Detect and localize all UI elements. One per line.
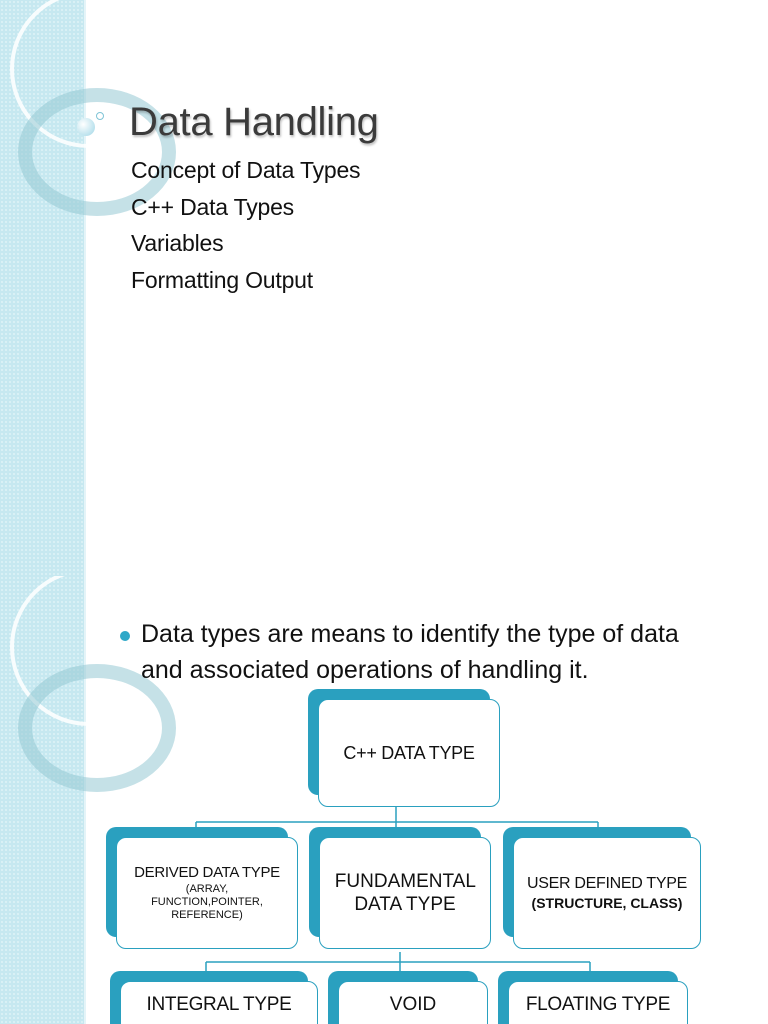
topic-item: Formatting Output <box>131 266 313 293</box>
node-sublabel: (STRUCTURE, CLASS) <box>531 895 683 911</box>
topic-item: C++ Data Types <box>131 193 294 220</box>
node-label: DERIVED DATA TYPE <box>134 864 280 881</box>
decorative-dot-small <box>96 112 104 120</box>
node-label: FLOATING TYPE <box>525 994 671 1015</box>
slide-2 <box>0 576 768 1024</box>
node-label: C++ DATA TYPE <box>343 742 475 763</box>
slide-title: Data Handling <box>129 100 379 144</box>
topic-list <box>131 152 360 298</box>
node-sublabel: (ARRAY, FUNCTION,POINTER, REFERENCE) <box>151 883 263 921</box>
topic-item: Variables <box>131 230 224 256</box>
node-label: USER DEFINED TYPE <box>527 875 687 892</box>
node-label: INTEGRAL TYPE <box>146 994 292 1015</box>
node-label: VOID <box>389 994 437 1015</box>
node-label: FUNDAMENTAL DATA TYPE <box>334 871 476 915</box>
decorative-dot-large <box>77 118 95 136</box>
topic-item: Concept of Data Types <box>131 157 361 183</box>
bullet-text: Data types are means to identify the type of data and associated operations of handling it. <box>141 620 679 684</box>
